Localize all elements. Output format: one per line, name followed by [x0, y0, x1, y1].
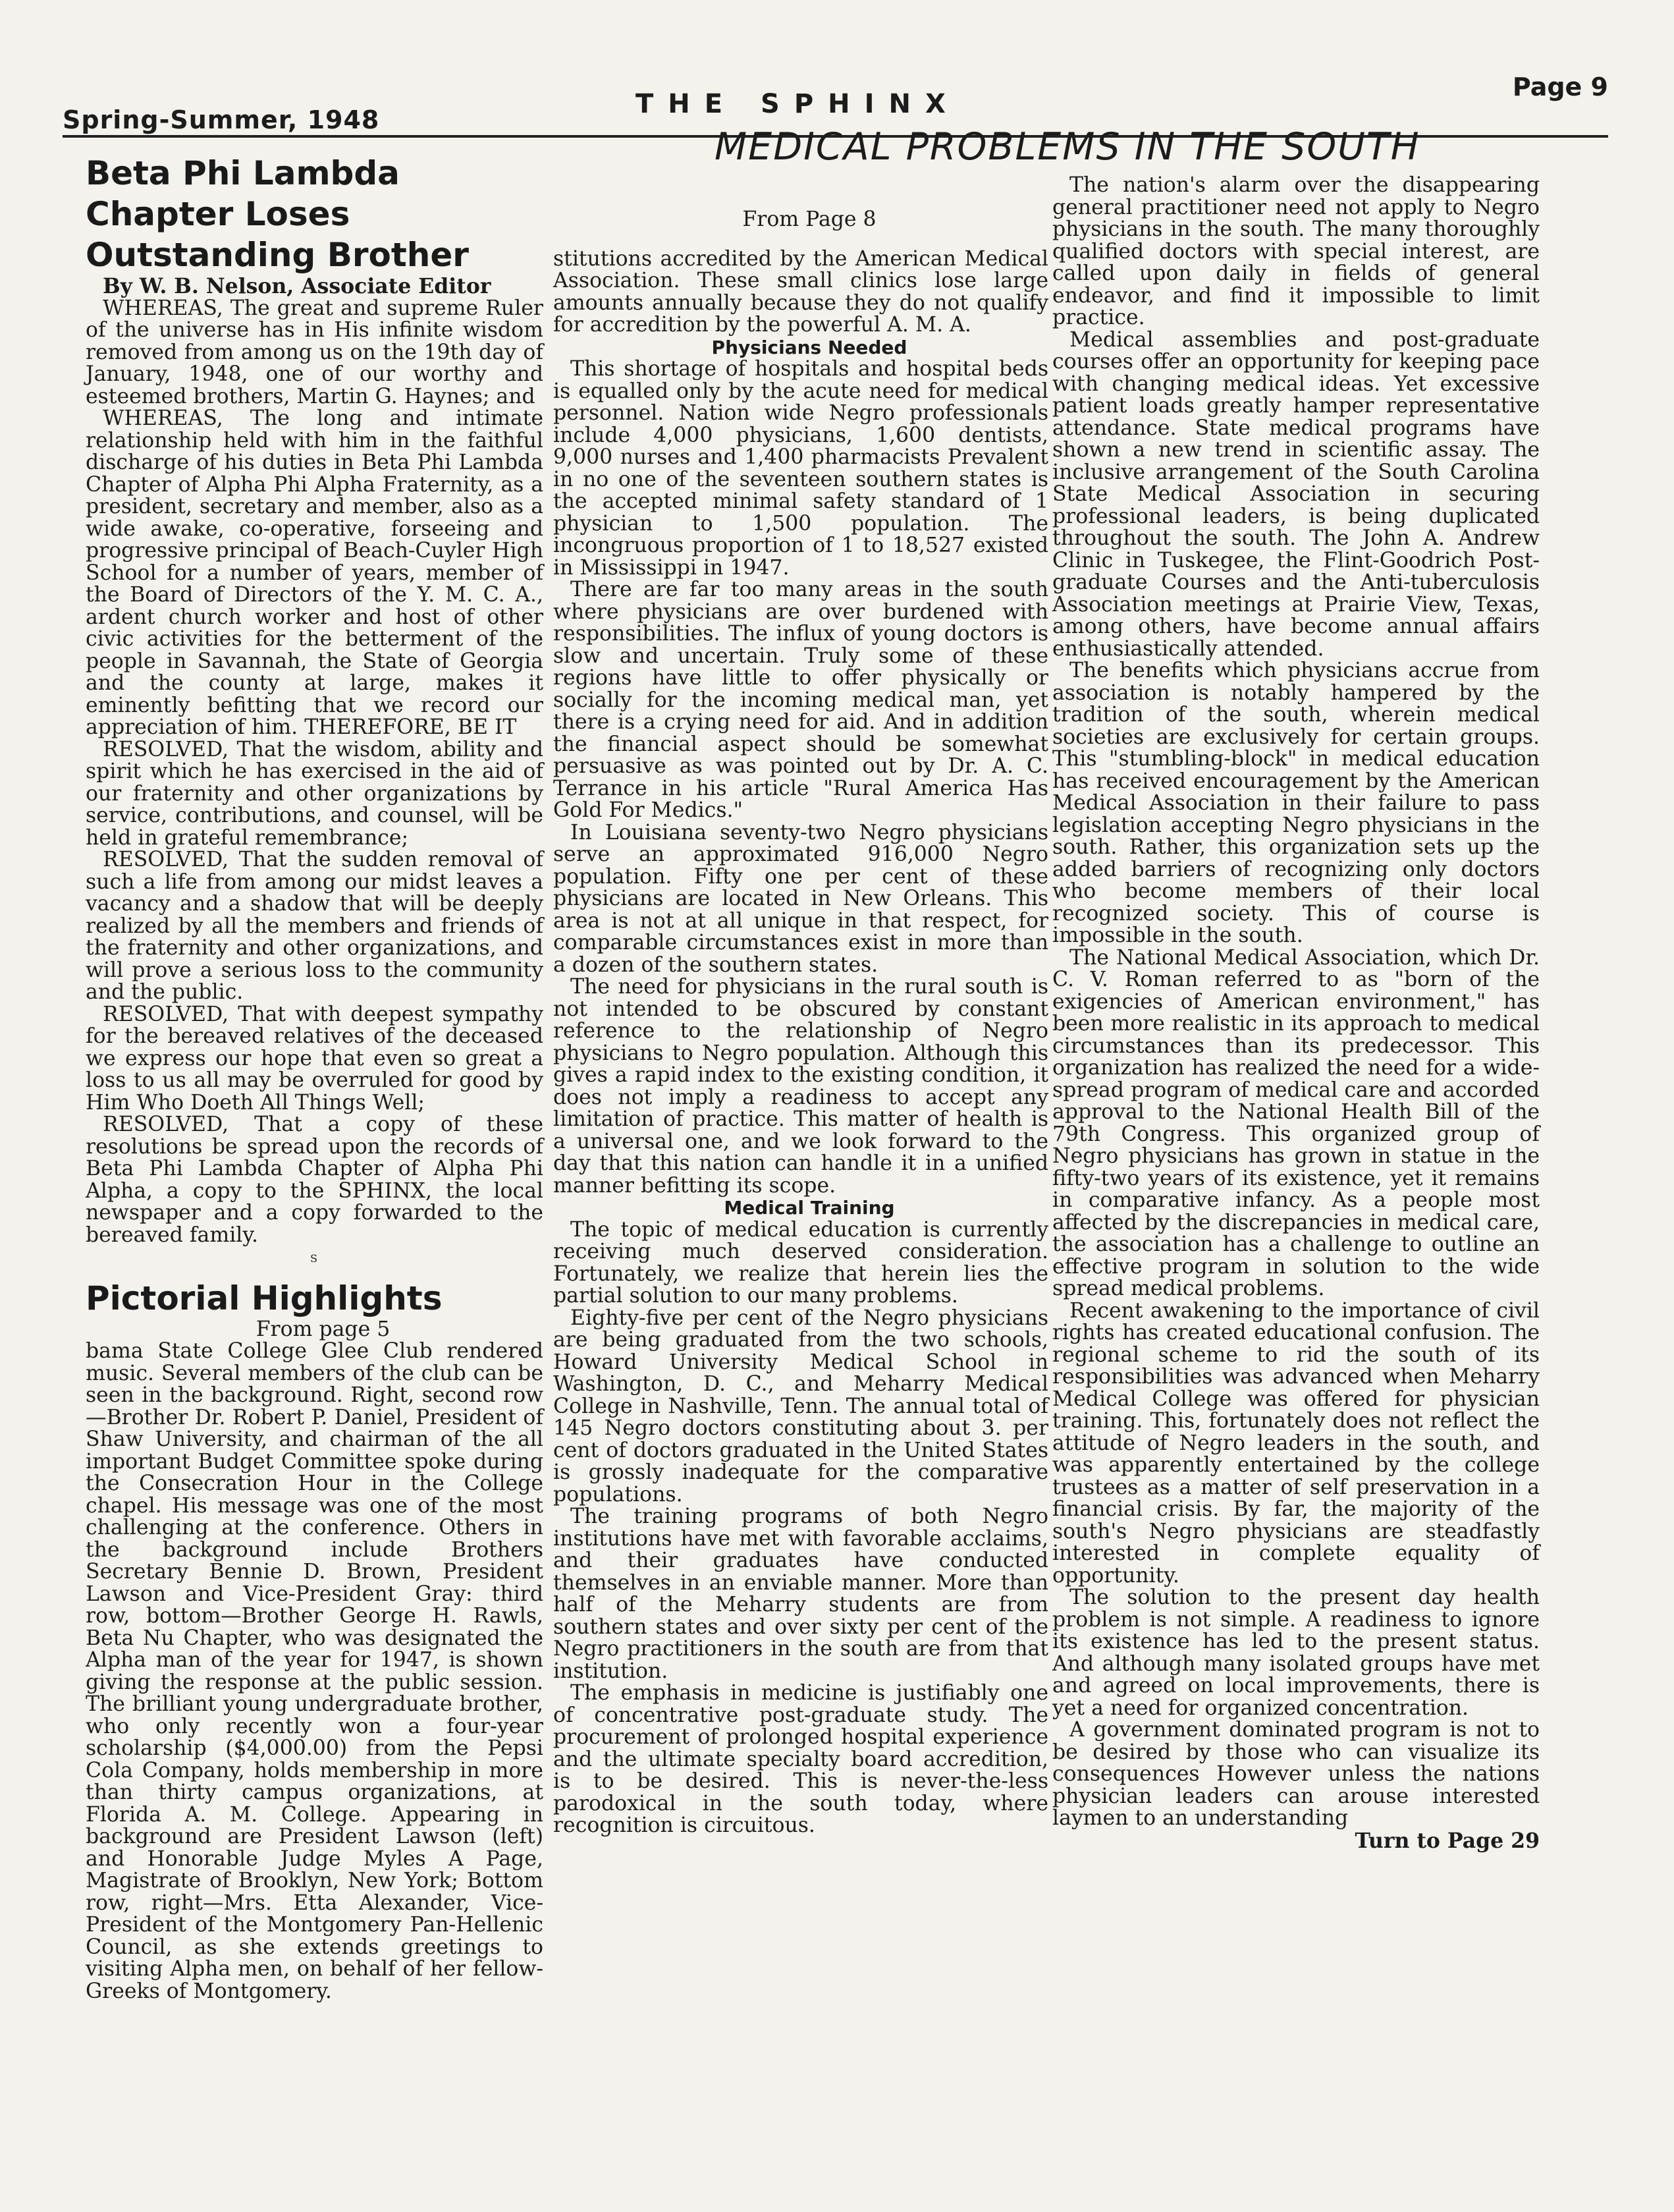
paragraph: In Louisiana seventy-two Negro physicians serve an approximated 916,000 Negro population. Fifty one per cent of these physicians are located in New Orleans. This area is not at all unique in that respect, for comparable circumstances exist in more than a dozen of the southern states. [553, 820, 1048, 977]
pictorial-headline: Pictorial Highlights [86, 1279, 443, 1317]
column-left [86, 153, 543, 2003]
paragraph: The nation's alarm over the disappearing general practitioner need not apply to Negro physicians in the south. The many thoroughly qualified doctors with special interest, are called upon daily in fields of general endeavor, and find it impossible to limit practice. [1052, 173, 1540, 329]
spacer [553, 231, 1048, 248]
paragraph: The topic of medical education is currently receiving much deserved consideration. Fortunately, we realize that herein lies the partial solution to our many problems. [553, 1217, 1048, 1308]
paragraph: The solution to the present day health problem is not simple. A readiness to ignore its existence has led to the present status. And although many isolated groups have met and agreed on local improvements, there is yet a need for organized concentration. [1052, 1586, 1540, 1720]
column-right [1052, 175, 1540, 1852]
paragraph: WHEREAS, The great and supreme Ruler of the universe has in His infinite wisdom removed from among us on the 19th day of January, 1948, one of our worthy and esteemed brothers, Martin G. Haynes; and [86, 296, 543, 408]
masthead: THE SPHINX [635, 89, 960, 119]
paragraph: There are far too many areas in the south where physicians are over burdened with responsibilities. The influx of young doctors is slow and uncertain. Truly some of these regions have little to offer physically or socially for the incoming medical man, yet there is a crying need for aid. And in addition the financial aspect should be somewhat persuasive as was pointed out by Dr. A. C. Terrance in his article "Rural America Has Gold For Medics." [553, 578, 1048, 822]
byline: By W. B. Nelson, Associate Editor [103, 274, 491, 298]
subheading: Physicians Needed [711, 336, 907, 358]
subheading: Medical Training [724, 1197, 895, 1219]
paragraph: WHEREAS, The long and intimate relationship held with him in the faithful discharge of his duties in Beta Phi Lambda Chapter of Alpha Phi Alpha Fraternity, as a president, secretary and member, also as a wide awake, co-operative, forseeing and progressive principal of Beach-Cuyler High School for a number of years, member of the Board of Directors of the Y. M. C. A., ardent church worker and host of other civic activities for the betterment of the people in Savannah, the State of Georgia and the county at large, makes it eminently befitting that we record our appreciation of him. THEREFORE, BE IT [86, 406, 543, 739]
medical-article-title: MEDICAL PROBLEMS IN THE SOUTH [715, 125, 1420, 169]
paragraph: This shortage of hospitals and hospital beds is equalled only by the acute need for medical personnel. Nation wide Negro professionals include 4,000 physicians, 1,600 dentists, 9,000 nurses and 1,400 pharmacists Prevalent in no one of the seventeen southern states is the accepted minimal safety standard of 1 physician to 1,500 population. The incongruous proportion of 1 to 18,527 existed in Mississippi in 1947. [553, 357, 1048, 580]
page-number: Page 9 [1512, 72, 1608, 101]
obituary-headline: Beta Phi Lambda Chapter Loses Outstanding Brother [86, 154, 469, 274]
paragraph: The National Medical Association, which Dr. C. V. Roman referred to as "born of the exigencies of American environment," has been more realistic in its approach to medical circumstances than its predecessor. This organization has realized the need for a wide-spread program of medical care and accorded approval to the National Health Bill of the 79th Congress. This organized group of Negro physicians has grown in statue in the fifty-two years of its existence, yet it remains in comparative infancy. As a people most affected by the discrepancies in medical care, the association has a challenge to outline an effective program in solution to the wide spread medical problems. [1052, 945, 1540, 1300]
paragraph: The training programs of both Negro institutions have met with favorable acclaims, and their graduates have conducted themselves in an enviable manner. More than half of the Meharry students are from southern states and over sixty per cent of the Negro practitioners in the south are from that institution. [553, 1505, 1048, 1683]
paragraph: The benefits which physicians accrue from association is notably hampered by the tradition of the south, wherein medical societies are exclusively for certain groups. This "stumbling-block" in medical education has received encouragement by the American Medical Association in their failure to pass legislation accepting Negro physicians in the south. Rather, this organization sets up the added barriers of recognizing only doctors who become members of their local recognized society. This of course is impossible in the south. [1052, 659, 1540, 947]
paragraph: The need for physicians in the rural south is not intended to be obscured by constant reference to the relationship of Negro physicians to Negro population. Although this gives a rapid index to the existing condition, it does not imply a readiness to accept any limitation of practice. This matter of health is a universal one, and we look forward to the day that this nation can handle it in a unified manner befitting its scope. [553, 975, 1048, 1198]
paragraph: Eighty-five per cent of the Negro physicians are being graduated from the two schools, Howard University Medical School in Washington, D. C., and Meharry Medical College in Nashville, Tenn. The annual total of 145 Negro doctors constituting about 3. per cent of doctors graduated in the United States is grossly inadequate for the comparative populations. [553, 1306, 1048, 1507]
paragraph: RESOLVED, That a copy of these resolutions be spread upon the records of Beta Phi Lambda Chapter of Alpha Phi Alpha, a copy to the SPHINX, the local newspaper and a copy forwarded to the bereaved family. [86, 1113, 543, 1247]
paragraph: Medical assemblies and post-graduate courses offer an opportunity for keeping pace with changing medical ideas. Yet excessive patient loads greatly hamper representative attendance. State medical programs have shown a new trend in scientific assay. The inclusive arrangement of the South Carolina State Medical Association in securing professional leaders, is being duplicated throughout the south. The John A. Andrew Clinic in Tuskegee, the Flint-Goodrich Post-graduate Courses and the Anti-tuberculosis Association meetings at Prairie View, Texas, among others, have become annual affairs enthusiastically attended. [1052, 327, 1540, 661]
continued-from: From page 5 [256, 1317, 391, 1341]
paragraph: bama State College Glee Club rendered music. Several members of the club can be seen in the background. Right, second row—Brother Dr. Robert P. Daniel, President of Shaw University, and chairman of the all important Budget Committee spoke during the Consecration Hour in the College chapel. His message was one of the most challenging at the conference. Others in the background include Brothers Secretary Bennie D. Brown, President Lawson and Vice-President Gray: third row, bottom—Brother George H. Rawls, Beta Nu Chapter, who was designated the Alpha man of the year for 1947, is shown giving the response at the public session. The brilliant young undergraduate brother, who only recently won a four-year scholarship ($4,000.00) from the Pepsi Cola Company, holds membership in more than thirty campus organizations, at Florida A. M. College. Appearing in background are President Lawson (left) and Honorable Judge Myles A Page, Magistrate of Brooklyn, New York; Bottom row, right—Mrs. Etta Alexander, Vice-President of the Montgomery Pan-Hellenic Council, as she extends greetings to visiting Alpha men, on behalf of her fellow-Greeks of Montgomery. [86, 1339, 543, 2003]
continued-to: Turn to Page 29 [1355, 1828, 1540, 1853]
paragraph: RESOLVED, That the sudden removal of such a life from among our midst leaves a vacancy and a shadow that will be deeply realized by all the members and friends of the fraternity and other organizations, and will prove a serious loss to the community and the public. [86, 848, 543, 1004]
title-spacer [553, 146, 1048, 209]
paragraph: A government dominated program is not to be desired by those who can visualize its consequences However unless the nations physician leaders can arouse interested laymen to an understanding [1052, 1718, 1540, 1830]
paragraph: Recent awakening to the importance of civil rights has created educational confusion. The regional scheme to rid the south of its responsibilities was advanced when Meharry Medical College was offered for physician training. This, fortunately does not reflect the attitude of Negro leaders in the south, and was apparently entertained by the college trustees as a matter of self preservation in a financial crisis. By far, the majority of the south's Negro physicians are steadfastly interested in complete equality of opportunity. [1052, 1298, 1540, 1588]
issue-date: Spring-Summer, 1948 [63, 105, 380, 134]
paragraph: stitutions accredited by the American Medical Association. These small clinics lose large amounts annually because they do not qualify for accredition by the powerful A. M. A. [553, 246, 1048, 337]
section-separator: S [310, 1252, 319, 1265]
paragraph: RESOLVED, That the wisdom, ability and spirit which he has exercised in the aid of our fraternity and other organizations by service, contributions, and counsel, will be held in grateful remembrance; [86, 737, 543, 850]
paragraph: RESOLVED, That with deepest sympathy for the bereaved relatives of the deceased we express our hope that even so great a loss to us all may be overruled for good by Him Who Doeth All Things Well; [86, 1002, 543, 1115]
column-middle [553, 146, 1048, 1837]
paragraph: The emphasis in medicine is justifiably one of concentrative post-graduate study. The procurement of prolonged hospital experience and the ultimate specialty board accredition, is to be desired. This is never-the-less parodoxical in the south today, where recognition is circuitous. [553, 1681, 1048, 1837]
continued-from: From Page 8 [742, 207, 877, 231]
